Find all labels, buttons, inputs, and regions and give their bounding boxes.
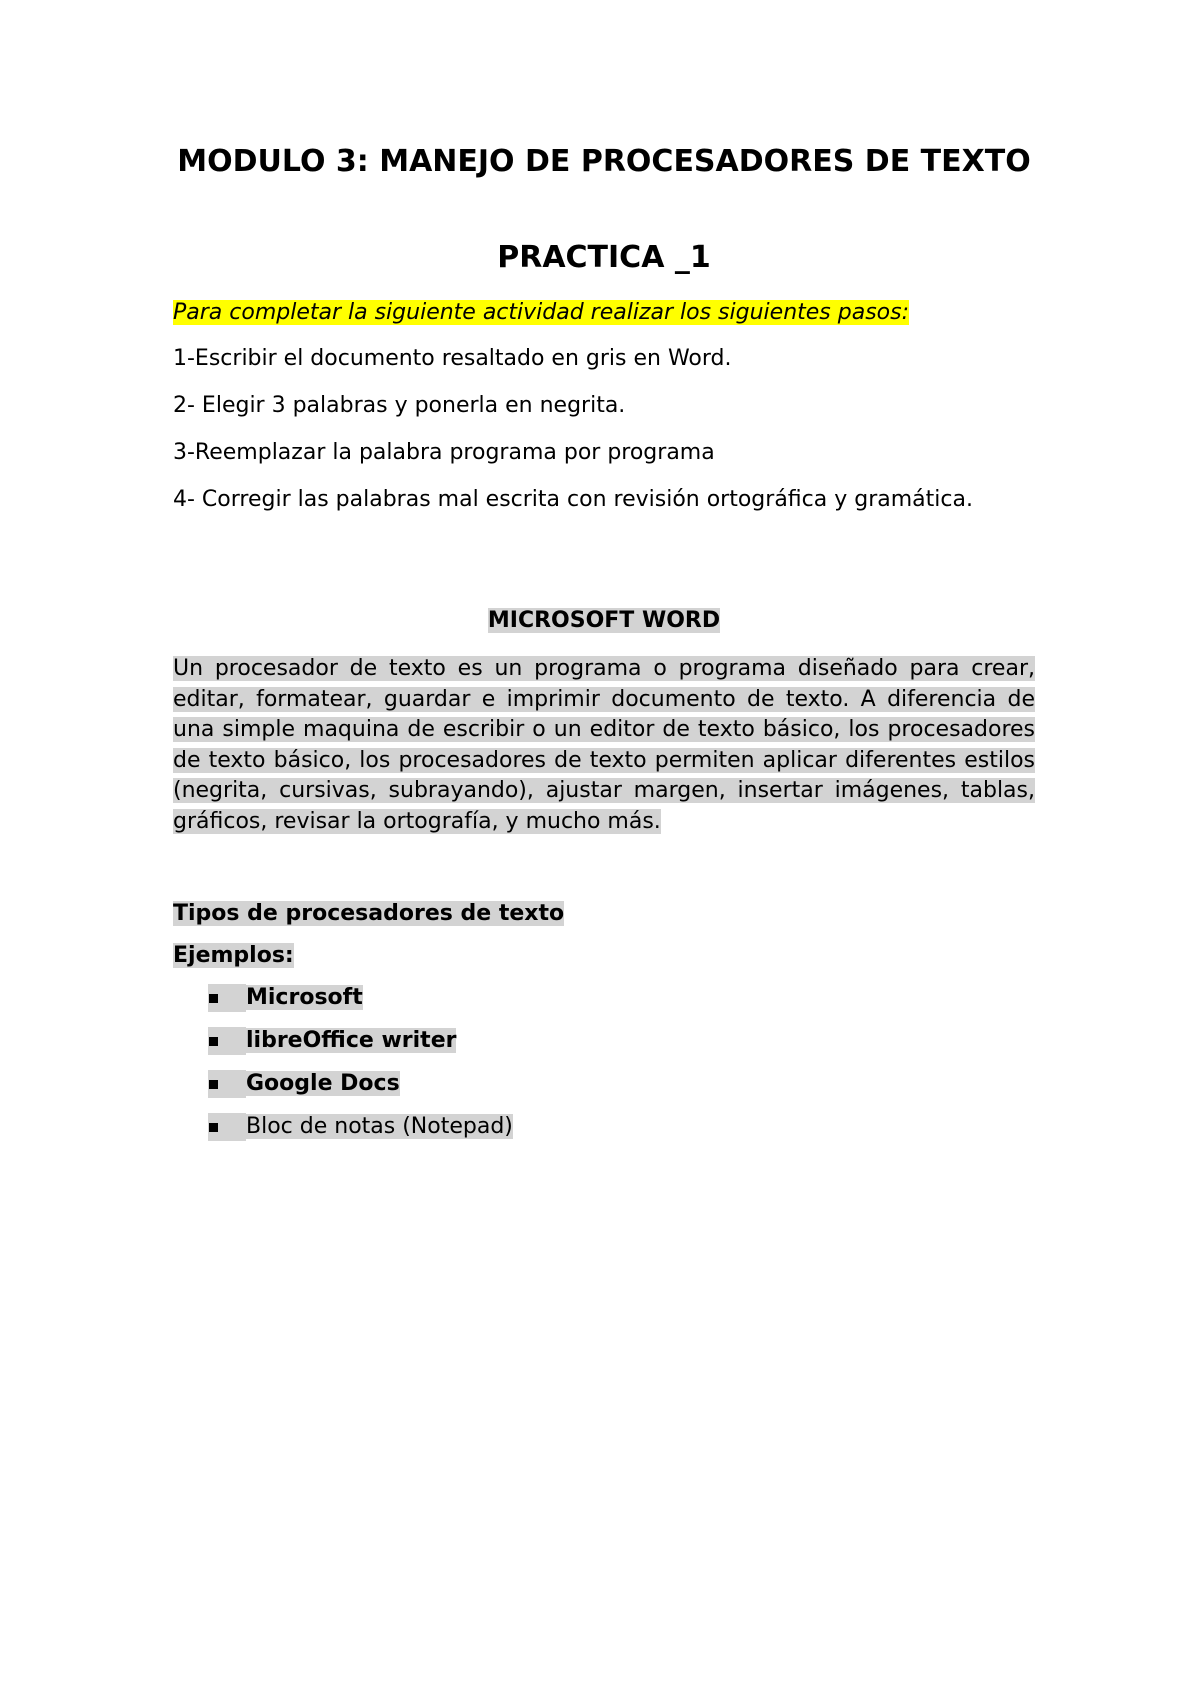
- instruction-text: [173, 298, 909, 328]
- bullet-icon: [208, 1027, 246, 1055]
- list-item: [208, 1068, 513, 1111]
- step-item: 3-Reemplazar la palabra programa por programa: [173, 440, 715, 465]
- types-heading-text: Tipos de procesadores de texto: [173, 901, 565, 926]
- list-item-text: libreOffice writer: [246, 1028, 457, 1053]
- step-item: 2- Elegir 3 palabras y ponerla en negrita.: [173, 393, 626, 418]
- instruction-highlight: Para completar la siguiente actividad realizar los siguientes pasos:: [173, 300, 909, 325]
- section-heading: [173, 605, 1035, 637]
- list-item: [208, 982, 513, 1025]
- document-subtitle: PRACTICA _1: [497, 240, 711, 275]
- types-heading: [173, 898, 564, 930]
- body-paragraph-text: Un procesador de texto es un programa o programa diseñado para crear, editar, formatear, guardar e imprimir documento de texto. A diferencia de una simple maquina de escribir o un editor de texto básico, los procesadores de texto básico, los procesadores de texto permiten aplicar diferentes estilos (negrita, cursivas, subrayando), ajustar margen, insertar imágenes, tablas, gráficos, revisar la ortografía, y mucho más.: [173, 656, 1035, 834]
- examples-list: [208, 982, 513, 1154]
- examples-label-text: Ejemplos:: [173, 943, 294, 968]
- examples-label: [173, 940, 294, 972]
- section-heading-text: MICROSOFT WORD: [487, 608, 721, 633]
- body-paragraph: [173, 654, 1035, 838]
- bullet-icon: [208, 1070, 246, 1098]
- document-title: MODULO 3: MANEJO DE PROCESADORES DE TEXTO: [177, 144, 1031, 179]
- bullet-icon: [208, 1113, 246, 1141]
- list-item: [208, 1025, 513, 1068]
- bullet-icon: [208, 984, 246, 1012]
- list-item-text: Google Docs: [246, 1071, 400, 1096]
- list-item-text: Microsoft: [246, 985, 363, 1010]
- step-item: 4- Corregir las palabras mal escrita con revisión ortográfica y gramática.: [173, 487, 973, 512]
- list-item-text: Bloc de notas (Notepad): [246, 1114, 513, 1139]
- step-item: 1-Escribir el documento resaltado en gris en Word.: [173, 346, 732, 371]
- list-item: [208, 1111, 513, 1154]
